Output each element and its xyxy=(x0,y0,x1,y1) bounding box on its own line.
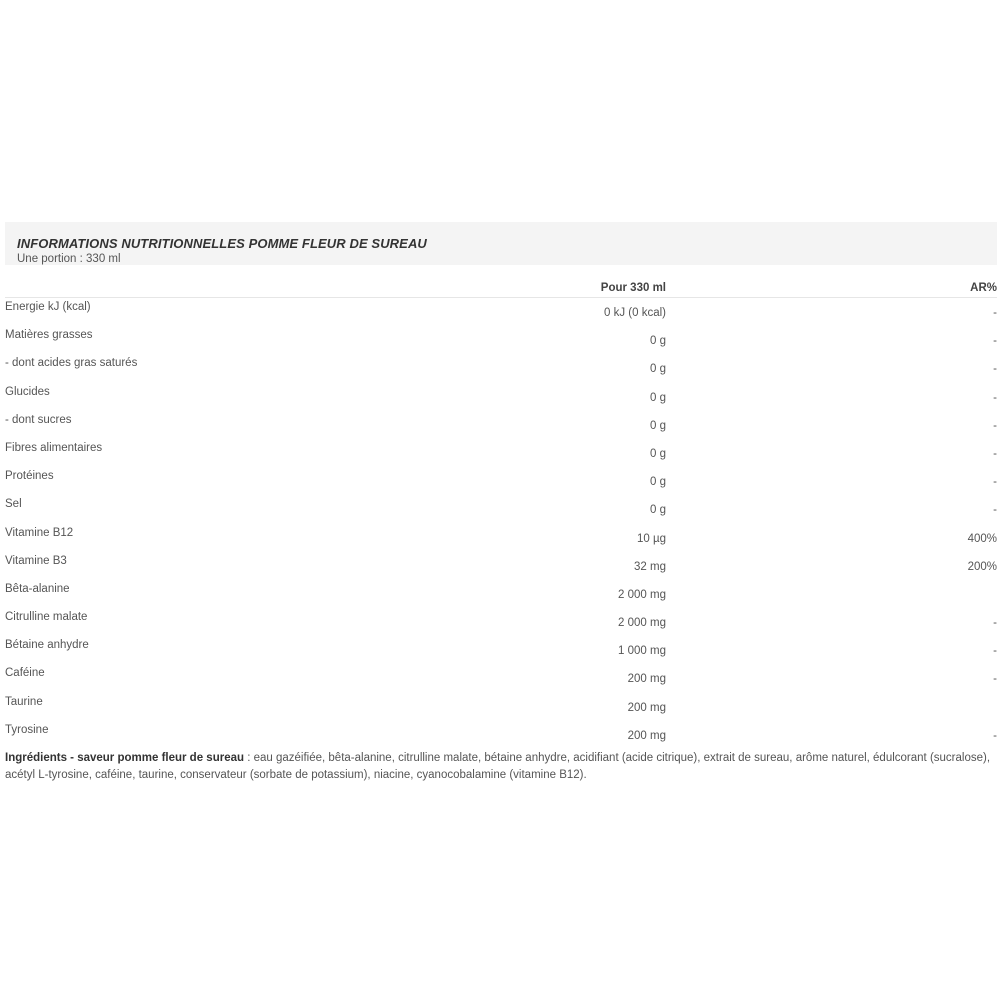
table-row xyxy=(5,439,997,467)
nutrient-value: 0 g xyxy=(650,476,666,489)
nutrient-ar: - xyxy=(993,504,997,517)
nutrient-name: Protéines xyxy=(5,470,54,483)
nutrient-value: 0 g xyxy=(650,363,666,376)
nutrient-ar: - xyxy=(993,476,997,489)
nutrient-ar: - xyxy=(993,729,997,742)
table-row xyxy=(5,524,997,552)
table-row xyxy=(5,467,997,495)
table-row xyxy=(5,636,997,664)
table-row xyxy=(5,721,997,749)
nutrient-value: 200 mg xyxy=(627,729,666,742)
nutrient-name: Fibres alimentaires xyxy=(5,441,103,454)
table-row xyxy=(5,354,997,382)
table-row xyxy=(5,608,997,636)
table-row xyxy=(5,326,997,354)
nutrient-ar: 400% xyxy=(967,532,997,545)
nutrient-ar: - xyxy=(993,335,997,348)
nutrient-ar: - xyxy=(993,391,997,404)
nutrition-table xyxy=(5,265,997,749)
nutrient-value: 32 mg xyxy=(634,560,666,573)
table-row xyxy=(5,552,997,580)
nutrient-name: Citrulline malate xyxy=(5,611,88,624)
nutrient-ar: - xyxy=(993,645,997,658)
table-header-row xyxy=(5,265,997,298)
nutrient-value: 10 µg xyxy=(636,532,666,545)
nutrition-title: INFORMATIONS NUTRITIONNELLES POMME FLEUR DE SUREAU xyxy=(17,236,427,251)
ingredients-list: : eau gazéifiée, bêta-alanine, citrulline malate, bétaine anhydre, acidifiant (acide citrique), extrait de sureau, arôme naturel, édulcorant (sucralose), acétyl L-tyrosine, caféine, taurine, conservateur (sorbate de potassium), niacine, cyanocobalamine (vitamine B12). xyxy=(5,752,991,781)
nutrient-name: Bétaine anhydre xyxy=(5,639,89,652)
nutrient-name: Energie kJ (kcal) xyxy=(5,301,91,313)
nutrient-name: Taurine xyxy=(5,695,43,708)
table-row xyxy=(5,693,997,721)
nutrient-value: 200 mg xyxy=(627,673,666,686)
nutrient-value: 1 000 mg xyxy=(618,645,666,658)
nutrient-ar: - xyxy=(993,363,997,376)
table-row xyxy=(5,383,997,411)
nutrient-name: Tyrosine xyxy=(5,723,49,736)
nutrient-name: Caféine xyxy=(5,667,45,680)
nutrient-ar: - xyxy=(993,673,997,686)
nutrient-name: Glucides xyxy=(5,385,50,398)
nutrient-value: 0 g xyxy=(650,335,666,348)
table-row xyxy=(5,411,997,439)
nutrient-value: 0 g xyxy=(650,447,666,460)
nutrient-value: 0 kJ (0 kcal) xyxy=(604,307,666,319)
nutrient-name: Sel xyxy=(5,498,22,511)
nutrient-ar: - xyxy=(993,447,997,460)
nutrient-name: - dont sucres xyxy=(5,413,72,426)
nutrient-value: 0 g xyxy=(650,419,666,432)
ingredients-text xyxy=(5,750,997,784)
nutrient-value: 2 000 mg xyxy=(618,588,666,601)
nutrient-name: Bêta-alanine xyxy=(5,582,70,595)
column-header-value: Pour 330 ml xyxy=(600,282,666,294)
table-row xyxy=(5,664,997,692)
nutrient-name: - dont acides gras saturés xyxy=(5,357,138,370)
nutrient-ar: - xyxy=(993,617,997,630)
table-row xyxy=(5,495,997,523)
table-row xyxy=(5,298,997,326)
nutrient-value: 2 000 mg xyxy=(618,617,666,630)
nutrient-value: 0 g xyxy=(650,391,666,404)
portion-size: Une portion : 330 ml xyxy=(17,253,121,265)
nutrient-name: Matières grasses xyxy=(5,329,93,342)
column-header-ar: AR% xyxy=(970,282,997,294)
nutrient-ar: - xyxy=(993,419,997,432)
nutrient-name: Vitamine B12 xyxy=(5,526,74,539)
nutrient-name: Vitamine B3 xyxy=(5,554,67,567)
nutrient-ar: - xyxy=(993,307,997,319)
ingredients-label: Ingrédients - saveur pomme fleur de sureau xyxy=(5,752,245,764)
nutrient-ar: 200% xyxy=(967,560,997,573)
table-row xyxy=(5,580,997,608)
nutrition-header xyxy=(5,222,997,265)
nutrient-value: 200 mg xyxy=(627,701,666,714)
nutrient-value: 0 g xyxy=(650,504,666,517)
table-body xyxy=(5,298,997,749)
nutrition-panel xyxy=(5,222,997,749)
